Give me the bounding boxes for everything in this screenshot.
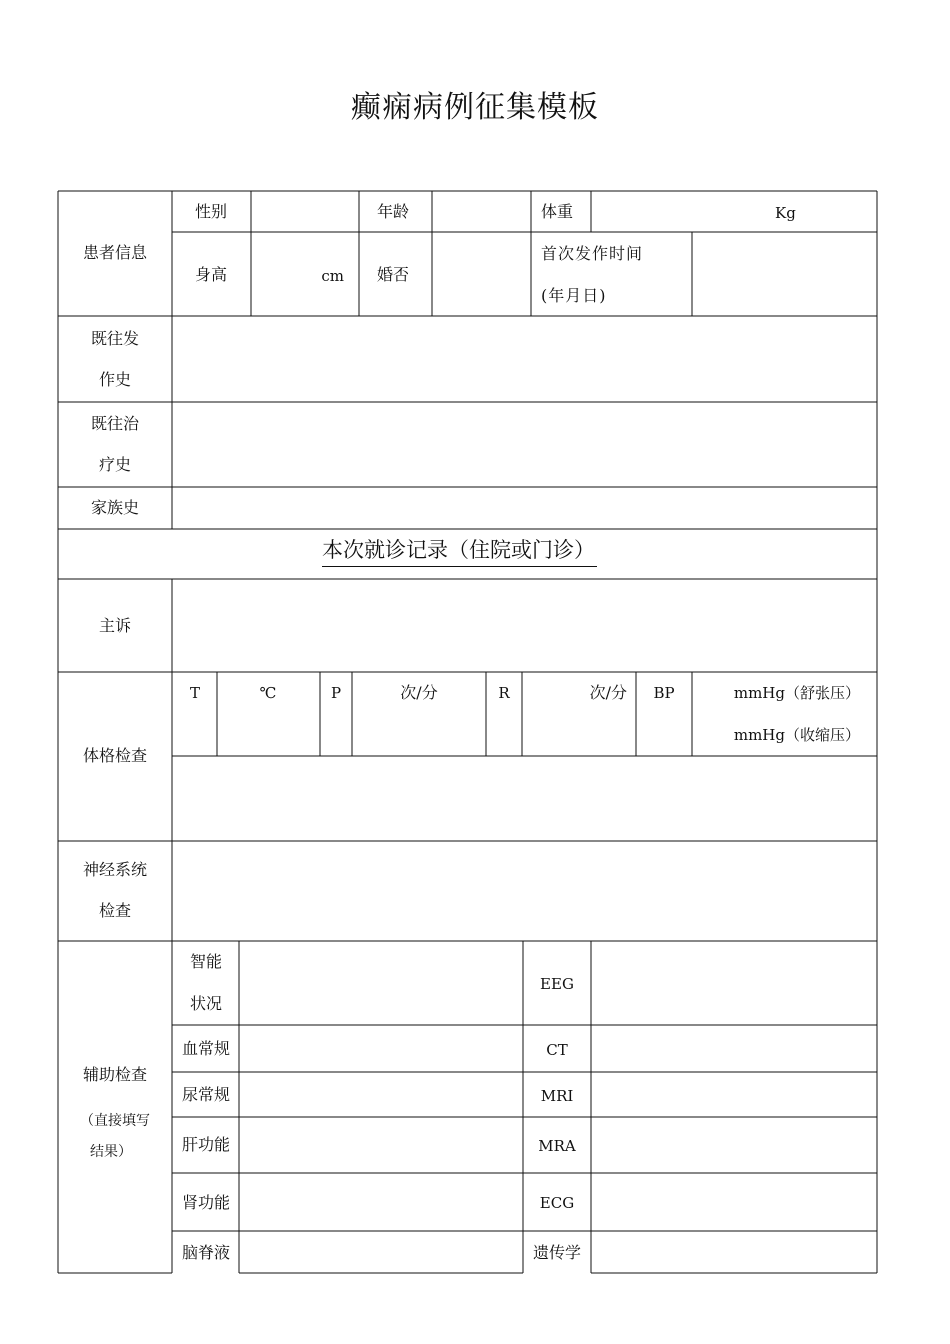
eeg-field[interactable] xyxy=(594,944,874,1022)
neuro-exam-label-2: 检查 xyxy=(98,901,132,920)
weight-label: 体重 xyxy=(541,202,574,221)
treatment-history-field[interactable] xyxy=(175,405,874,484)
physical-exam-label: 体格检查 xyxy=(82,746,148,765)
mri-label: MRI xyxy=(540,1087,574,1105)
family-history-label: 家族史 xyxy=(90,498,140,517)
treatment-history-label: 既往治 xyxy=(90,414,140,433)
neuro-exam-label: 神经系统 xyxy=(82,860,148,879)
gender-field[interactable] xyxy=(254,194,356,230)
physical-exam-field[interactable] xyxy=(175,759,874,838)
visit-record-heading: 本次就诊记录（住院或门诊） xyxy=(322,536,597,567)
chief-complaint-label: 主诉 xyxy=(98,616,132,635)
intelligence-label-2: 状况 xyxy=(189,994,223,1013)
blood-routine-field[interactable] xyxy=(242,1028,520,1069)
respiration-label: R xyxy=(498,684,510,702)
weight-unit: Kg xyxy=(775,204,796,222)
patient-info-label: 患者信息 xyxy=(82,243,148,262)
intelligence-field[interactable] xyxy=(242,944,520,1022)
kidney-function-field[interactable] xyxy=(242,1176,520,1228)
age-field[interactable] xyxy=(435,194,528,230)
seizure-history-field[interactable] xyxy=(175,319,874,399)
weight-field[interactable] xyxy=(594,194,874,230)
blood-pressure-label: BP xyxy=(653,684,675,702)
ecg-label: ECG xyxy=(539,1194,575,1212)
intelligence-label: 智能 xyxy=(189,952,223,971)
diastolic-unit: mmHg（舒张压） xyxy=(733,684,860,702)
seizure-history-label: 既往发 xyxy=(90,329,140,348)
height-unit: cm xyxy=(321,267,344,285)
marital-field[interactable] xyxy=(435,235,528,313)
systolic-unit: mmHg（收缩压） xyxy=(733,726,860,744)
csf-field[interactable] xyxy=(242,1234,520,1270)
mri-field[interactable] xyxy=(594,1075,874,1114)
urine-routine-field[interactable] xyxy=(242,1075,520,1114)
treatment-history-label-2: 疗史 xyxy=(98,455,132,474)
auxiliary-exam-note: （直接填写 xyxy=(80,1113,150,1129)
age-label: 年龄 xyxy=(376,202,410,221)
ct-field[interactable] xyxy=(594,1028,874,1069)
first-onset-label: 首次发作时间 xyxy=(541,244,644,263)
liver-function-field[interactable] xyxy=(242,1120,520,1170)
kidney-function-label: 肾功能 xyxy=(181,1193,231,1212)
mra-label: MRA xyxy=(538,1137,576,1155)
ct-label: CT xyxy=(546,1041,568,1059)
eeg-label: EEG xyxy=(540,975,574,993)
respiration-unit: 次/分 xyxy=(589,683,627,702)
marital-label: 婚否 xyxy=(376,265,410,284)
ecg-field[interactable] xyxy=(594,1176,874,1228)
mra-field[interactable] xyxy=(594,1120,874,1170)
auxiliary-exam-note-2: 结果） xyxy=(90,1144,132,1160)
height-label: 身高 xyxy=(194,265,228,284)
blood-routine-label: 血常规 xyxy=(181,1039,231,1058)
auxiliary-exam-label: 辅助检查 xyxy=(82,1065,148,1084)
liver-function-label: 肝功能 xyxy=(181,1135,231,1154)
genetics-label: 遗传学 xyxy=(532,1243,582,1262)
first-onset-date-hint: (年月日) xyxy=(541,286,607,305)
chief-complaint-field[interactable] xyxy=(175,582,874,669)
pulse-unit: 次/分 xyxy=(400,683,438,702)
first-onset-field[interactable] xyxy=(695,235,874,313)
neuro-exam-field[interactable] xyxy=(175,844,874,938)
temperature-label: T xyxy=(189,684,201,702)
pulse-label: P xyxy=(330,684,342,702)
temperature-unit: ℃ xyxy=(259,684,277,702)
form-title: 癫痫病例征集模板 xyxy=(351,90,599,125)
genetics-field[interactable] xyxy=(594,1234,874,1270)
seizure-history-label-2: 作史 xyxy=(98,370,132,389)
urine-routine-label: 尿常规 xyxy=(181,1085,231,1104)
family-history-field[interactable] xyxy=(175,490,874,526)
csf-label: 脑脊液 xyxy=(181,1243,231,1262)
gender-label: 性别 xyxy=(194,202,228,221)
